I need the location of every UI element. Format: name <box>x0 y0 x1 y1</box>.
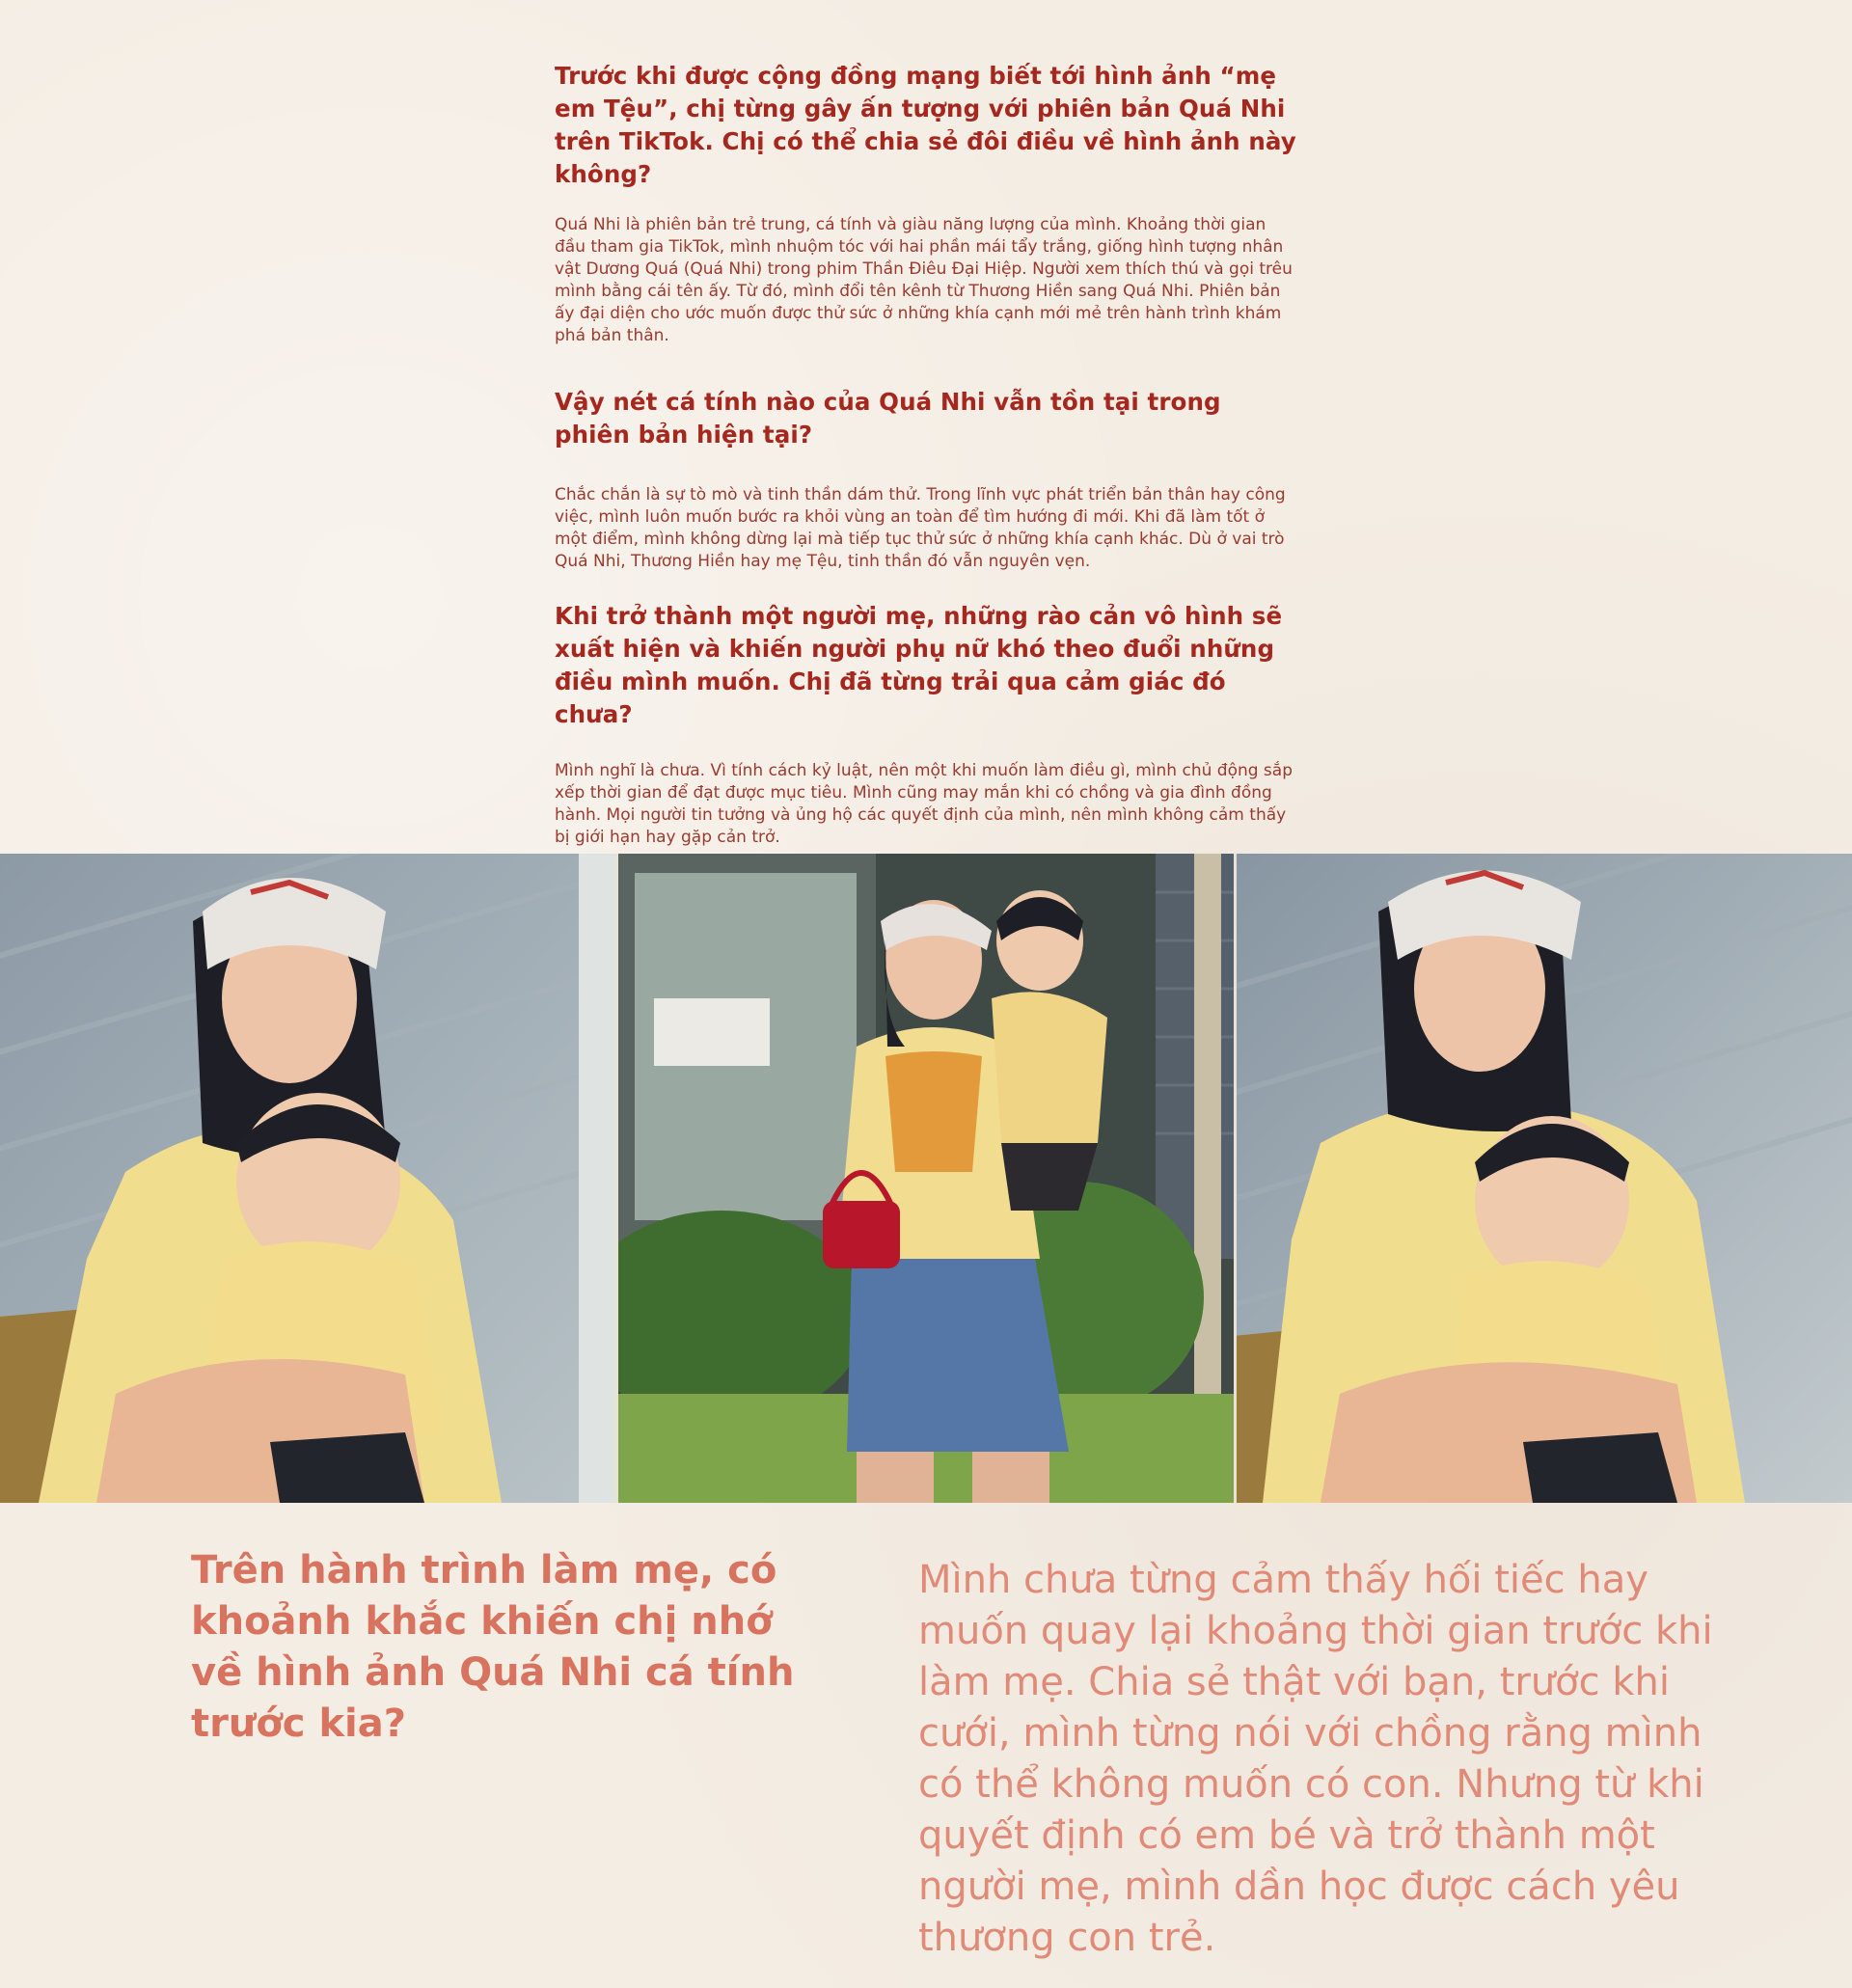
answer-3: Mình nghĩ là chưa. Vì tính cách kỷ luật, nên một khi muốn làm điều gì, mình chủ động sắp xếp thời gian để đạt được mục tiêu. Mình cũng may mắn khi có chồng và gia đình đồng hành. Mọi người tin tưởng và ủng hộ các quyết định của mình, nên mình không cảm thấy bị giới hạn hay gặp cản trở. <box>555 761 1293 847</box>
pull-quote-question: Trên hành trình làm mẹ, có khoảnh khắc khiến chị nhớ về hình ảnh Quá Nhi cá tính trước kia? <box>191 1548 795 1746</box>
photo-mother-daughter-seated-pose <box>1234 854 1852 1503</box>
question-2: Vậy nét cá tính nào của Quá Nhi vẫn tồn tại trong phiên bản hiện tại? <box>555 388 1221 449</box>
photo-mother-holding-daughter-garden <box>615 854 1234 1503</box>
article-qa <box>555 60 1297 849</box>
photo-strip <box>0 854 1852 1503</box>
photo-divider-2 <box>1234 854 1237 1503</box>
pull-quote-answer: Mình chưa từng cảm thấy hối tiếc hay muốn quay lại khoảng thời gian trước khi làm mẹ. Chia sẻ thật với bạn, trước khi cưới, mình từng nói với chồng rằng mình có thể không muốn có con. Nhưng từ khi quyết định có em bé và trở thành một người mẹ, mình dần học được cách yêu thương con trẻ. <box>918 1558 1713 1960</box>
answer-1: Quá Nhi là phiên bản trẻ trung, cá tính và giàu năng lượng của mình. Khoảng thời gian đầu tham gia TikTok, mình nhuộm tóc với hai phần mái tẩy trắng, giống hình tượng nhân vật Dương Quá (Quá Nhi) trong phim Thần Điêu Đại Hiệp. Người xem thích thú và gọi trêu mình bằng cái tên ấy. Từ đó, mình đổi tên kênh từ Thương Hiền sang Quá Nhi. Phiên bản ấy đại diện cho ước muốn được thử sức ở những khía cạnh mới mẻ trên hành trình khám phá bản thân. <box>555 215 1293 345</box>
question-1: Trước khi được cộng đồng mạng biết tới hình ảnh “mẹ em Tệu”, chị từng gây ấn tượng với phiên bản Quá Nhi trên TikTok. Chị có thể chia sẻ đôi điều về hình ảnh này không? <box>555 62 1296 188</box>
question-3: Khi trở thành một người mẹ, những rào cản vô hình sẽ xuất hiện và khiến người phụ nữ khó theo đuổi những điều mình muốn. Chị đã từng trải qua cảm giác đó chưa? <box>555 602 1283 728</box>
answer-2: Chắc chắn là sự tò mò và tinh thần dám thử. Trong lĩnh vực phát triển bản thân hay công việc, mình luôn muốn bước ra khỏi vùng an toàn để tìm hướng đi mới. Khi đã làm tốt ở một điểm, mình không dừng lại mà tiếp tục thử sức ở những khía cạnh khác. Dù ở vai trò Quá Nhi, Thương Hiền hay mẹ Tệu, tinh thần đó vẫn nguyên vẹn. <box>555 485 1286 571</box>
photo-divider-1 <box>615 854 618 1503</box>
photo-mother-daughter-seated-smiling <box>0 854 615 1503</box>
